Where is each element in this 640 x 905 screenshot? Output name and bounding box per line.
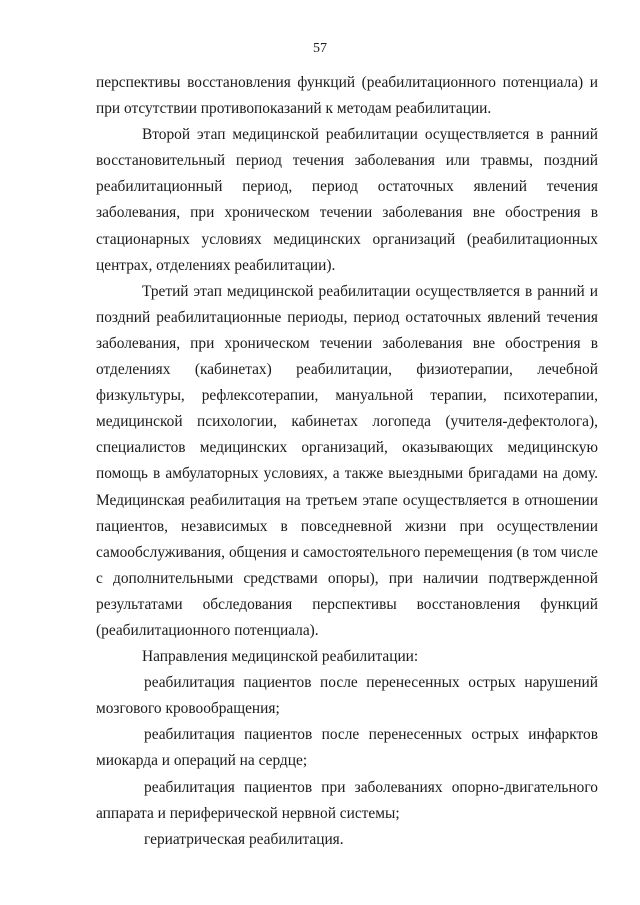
paragraph-continuation: перспективы восстановления функций (реабилитационного потенциала) и при отсутствии противопоказаний к методам реабилитации. [96, 74, 598, 118]
list-item-geriatric-rehabilitation: гериатрическая реабилитация. [144, 830, 344, 848]
list-item-stroke-rehabilitation: реабилитация пациентов после перенесенных острых нарушений мозгового кровообращения; [96, 674, 598, 718]
paragraph-second-stage: Второй этап медицинской реабилитации осуществляется в ранний восстановительный период течения заболевания или травмы, поздний реабилитационный период, период остаточных явлений течения заболевания, при хроническом течении заболевания вне обострения в стационарных условиях медицинских организаций (реабилитационных центрах, отделениях реабилитации). [96, 126, 598, 274]
page-number: 57 [313, 41, 327, 56]
list-item-musculoskeletal-rehabilitation: реабилитация пациентов при заболеваниях опорно-двигательного аппарата и периферической нервной системы; [96, 778, 598, 822]
paragraph-directions-heading: Направления медицинской реабилитации: [142, 648, 419, 666]
body-text [96, 70, 598, 853]
paragraph-third-stage: Третий этап медицинской реабилитации осуществляется в ранний и поздний реабилитационные периоды, период остаточных явлений течения заболевания, при хроническом течении заболевания вне обострения в отделениях (кабинетах) реабилитации, физиотерапии, лечебной физкультуры, рефлексотерапии, мануальной терапии, психотерапии, медицинской психологии, кабинетах логопеда (учителя-дефектолога), специалистов медицинских организаций, оказывающих медицинскую помощь в амбулаторных условиях, а также выездными бригадами на дому. Медицинская реабилитация на третьем этапе осуществляется в отношении пациентов, независимых в повседневной жизни при осуществлении самообслуживания, общения и самостоятельного перемещения (в том числе с дополнительными средствами опоры), при наличии подтвержденной результатами обследования перспективы восстановления функций (реабилитационного потенциала). [96, 282, 598, 639]
list-item-cardiac-rehabilitation: реабилитация пациентов после перенесенных острых инфарктов миокарда и операций на сердце; [96, 726, 598, 770]
